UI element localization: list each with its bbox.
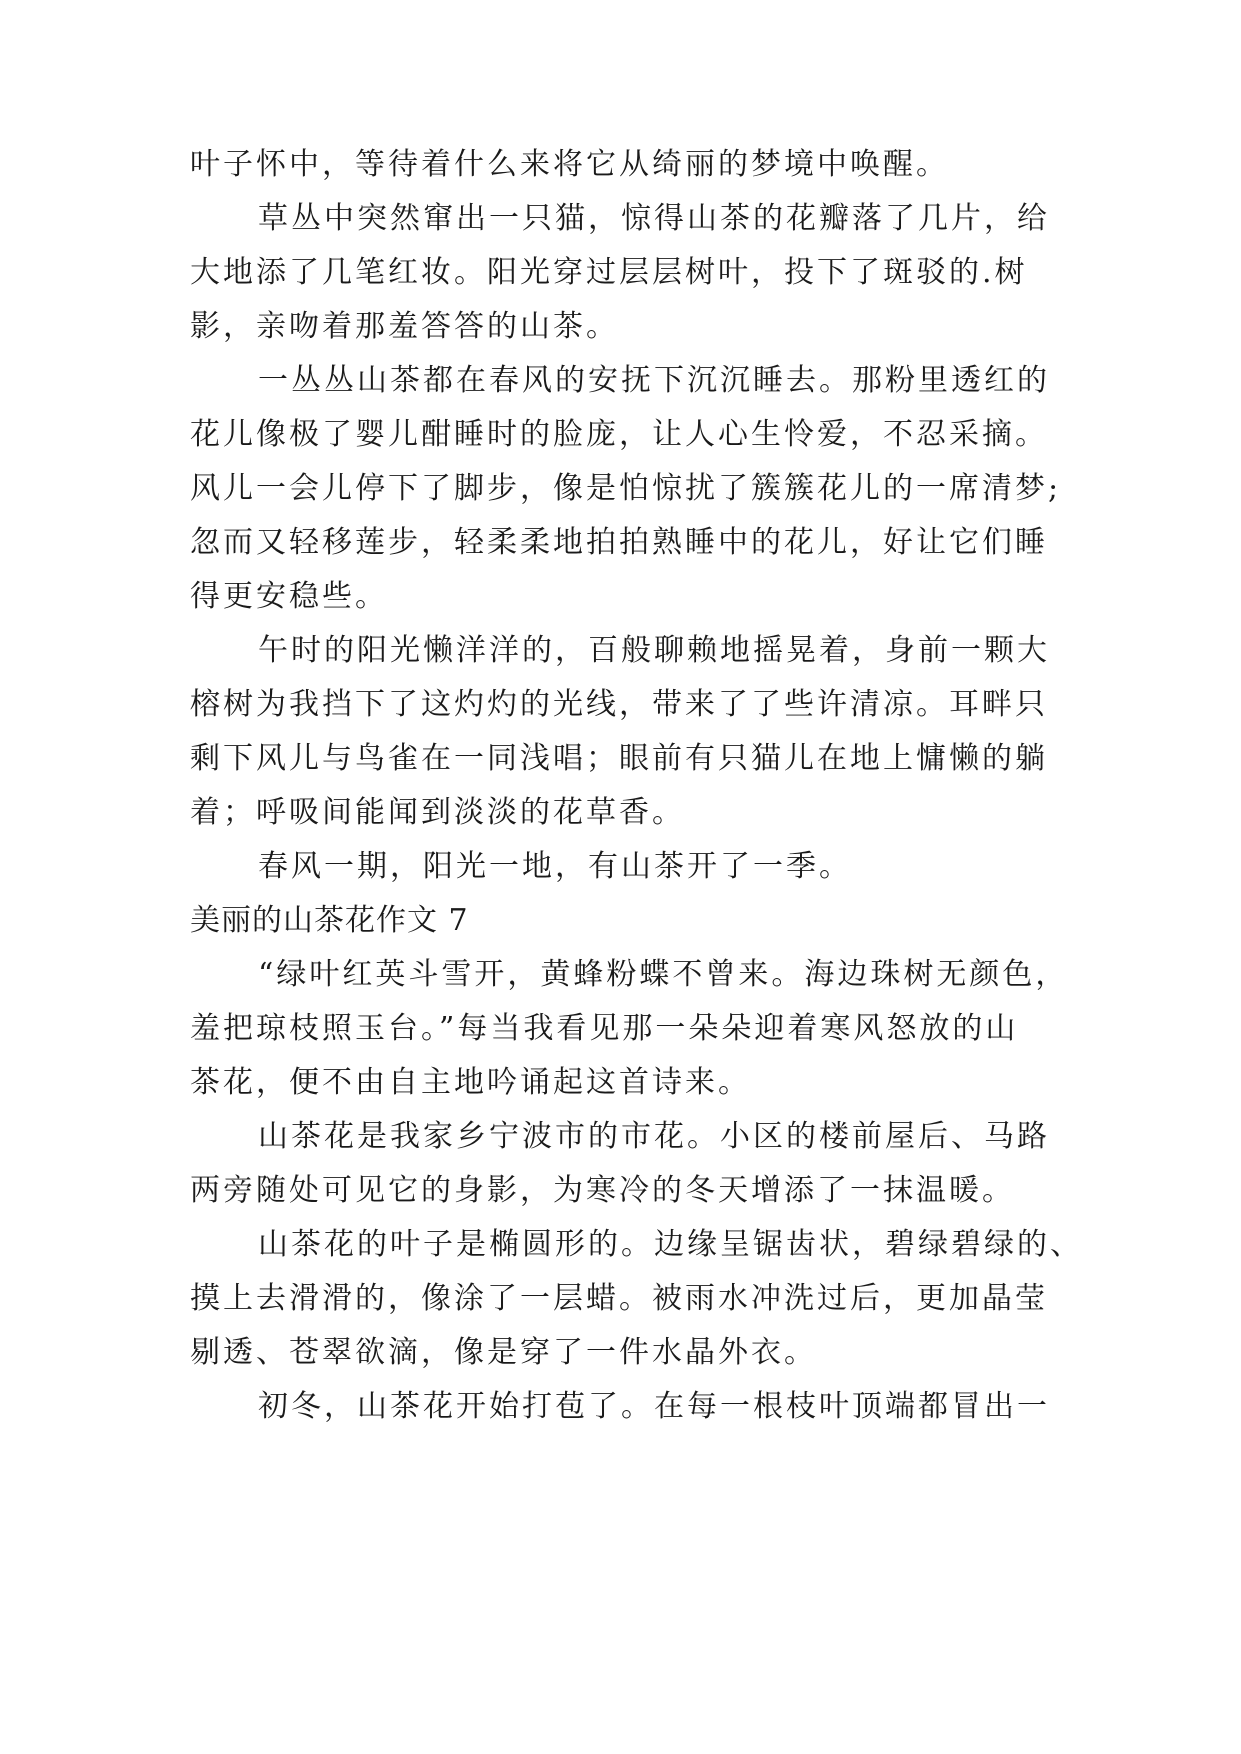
text-line: 山茶花的叶子是椭圆形的。边缘呈锯齿状，碧绿碧绿的、 (258, 1227, 1083, 1262)
text-line: 得更安稳些。 (190, 579, 388, 614)
text-line: 山茶花是我家乡宁波市的市花。小区的楼前屋后、马路 (258, 1119, 1050, 1154)
text-line: 剩下风儿与鸟雀在一同浅唱；眼前有只猫儿在地上慵懒的躺 (190, 741, 1048, 776)
text-line: 榕树为我挡下了这灼灼的光线，带来了了些许清凉。耳畔只 (190, 687, 1048, 722)
text-line: 大地添了几笔红妆。阳光穿过层层树叶，投下了斑驳的.树 (190, 255, 1028, 290)
text-line: 初冬，山茶花开始打苞了。在每一根枝叶顶端都冒出一 (258, 1389, 1050, 1424)
text-line: 两旁随处可见它的身影，为寒冷的冬天增添了一抹温暖。 (190, 1173, 1015, 1208)
section-heading: 美丽的山茶花作文 7 (190, 903, 469, 938)
text-line: 羞把琼枝照玉台。”每当我看见那一朵朵迎着寒风怒放的山 (190, 1011, 1019, 1046)
text-line: 风儿一会儿停下了脚步，像是怕惊扰了簇簇花儿的一席清梦; (190, 471, 1062, 506)
text-line: 着；呼吸间能闻到淡淡的花草香。 (190, 795, 685, 830)
text-line: 影，亲吻着那羞答答的山茶。 (190, 309, 619, 344)
text-line: 叶子怀中，等待着什么来将它从绮丽的梦境中唤醒。 (190, 147, 949, 182)
text-line: “绿叶红英斗雪开，黄蜂粉蝶不曾来。海边珠树无颜色， (258, 957, 1069, 992)
text-line: 剔透、苍翠欲滴，像是穿了一件水晶外衣。 (190, 1335, 817, 1370)
text-line: 春风一期，阳光一地，有山茶开了一季。 (258, 849, 852, 884)
text-line: 茶花，便不由自主地吟诵起这首诗来。 (190, 1065, 751, 1100)
text-line: 花儿像极了婴儿酣睡时的脸庞，让人心生怜爱，不忍采摘。 (190, 417, 1048, 452)
text-line: 一丛丛山茶都在春风的安抚下沉沉睡去。那粉里透红的 (258, 363, 1050, 398)
text-line: 午时的阳光懒洋洋的，百般聊赖地摇晃着，身前一颗大 (258, 633, 1050, 668)
text-line: 忽而又轻移莲步，轻柔柔地拍拍熟睡中的花儿，好让它们睡 (190, 525, 1048, 560)
text-line: 草丛中突然窜出一只猫，惊得山茶的花瓣落了几片，给 (258, 201, 1050, 236)
text-line: 摸上去滑滑的，像涂了一层蜡。被雨水冲洗过后，更加晶莹 (190, 1281, 1048, 1316)
